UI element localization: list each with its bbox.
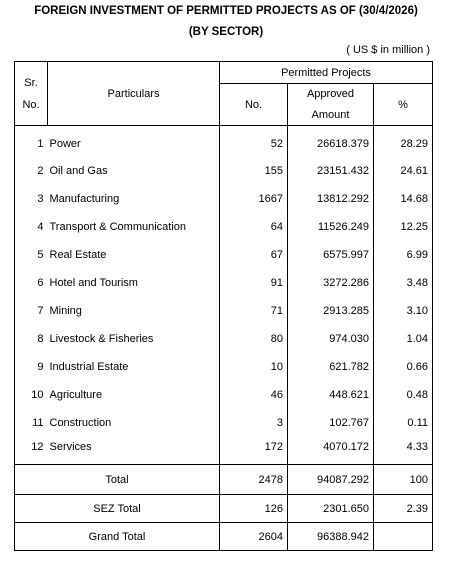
row-no: 52 bbox=[220, 126, 288, 157]
report-subtitle: (BY SECTOR) bbox=[188, 26, 264, 38]
table-row bbox=[15, 353, 433, 381]
total-row-no: 2478 bbox=[220, 465, 288, 495]
table-row bbox=[15, 185, 433, 213]
row-particulars: Construction bbox=[48, 409, 220, 437]
row-pct: 12.25 bbox=[374, 213, 433, 241]
grand-total-row-label: Grand Total bbox=[15, 523, 220, 551]
row-sr-no: 9 bbox=[15, 353, 48, 381]
total-row bbox=[15, 465, 433, 495]
permitted-projects-header: Permitted Projects bbox=[220, 62, 433, 84]
table-row bbox=[15, 269, 433, 297]
grand-total-row bbox=[15, 523, 433, 551]
row-pct: 28.29 bbox=[374, 126, 433, 157]
row-particulars: Manufacturing bbox=[48, 185, 220, 213]
row-amount: 4070.172 bbox=[288, 437, 374, 465]
row-particulars: Real Estate bbox=[48, 241, 220, 269]
table-row bbox=[15, 325, 433, 353]
row-amount: 26618.379 bbox=[288, 126, 374, 157]
table-row bbox=[15, 409, 433, 437]
row-no: 3 bbox=[220, 409, 288, 437]
row-particulars: Services bbox=[48, 437, 220, 465]
row-sr-no: 5 bbox=[15, 241, 48, 269]
grand-total-row-amount: 96388.942 bbox=[288, 523, 374, 551]
row-amount: 23151.432 bbox=[288, 157, 374, 185]
row-no: 10 bbox=[220, 353, 288, 381]
row-no: 46 bbox=[220, 381, 288, 409]
row-particulars: Industrial Estate bbox=[48, 353, 220, 381]
row-particulars: Livestock & Fisheries bbox=[48, 325, 220, 353]
row-particulars: Mining bbox=[48, 297, 220, 325]
row-pct: 14.68 bbox=[374, 185, 433, 213]
row-sr-no: 7 bbox=[15, 297, 48, 325]
row-amount: 102.767 bbox=[288, 409, 374, 437]
table-row bbox=[15, 297, 433, 325]
row-no: 71 bbox=[220, 297, 288, 325]
row-sr-no: 4 bbox=[15, 213, 48, 241]
row-pct: 3.10 bbox=[374, 297, 433, 325]
row-sr-no: 3 bbox=[15, 185, 48, 213]
row-pct: 0.66 bbox=[374, 353, 433, 381]
row-no: 1667 bbox=[220, 185, 288, 213]
sr-no-header bbox=[15, 62, 48, 126]
table-row bbox=[15, 126, 433, 157]
row-no: 172 bbox=[220, 437, 288, 465]
row-sr-no: 2 bbox=[15, 157, 48, 185]
sez-total-row-label: SEZ Total bbox=[15, 495, 220, 523]
row-pct: 0.11 bbox=[374, 409, 433, 437]
row-no: 80 bbox=[220, 325, 288, 353]
row-particulars: Power bbox=[48, 126, 220, 157]
row-no: 155 bbox=[220, 157, 288, 185]
row-amount: 13812.292 bbox=[288, 185, 374, 213]
no-header: No. bbox=[220, 84, 288, 126]
total-row-label: Total bbox=[15, 465, 220, 495]
row-sr-no: 8 bbox=[15, 325, 48, 353]
sez-total-row-pct: 2.39 bbox=[374, 495, 433, 523]
table-row bbox=[15, 157, 433, 185]
row-no: 91 bbox=[220, 269, 288, 297]
row-sr-no: 10 bbox=[15, 381, 48, 409]
row-pct: 24.61 bbox=[374, 157, 433, 185]
row-particulars: Transport & Communication bbox=[48, 213, 220, 241]
row-amount: 11526.249 bbox=[288, 213, 374, 241]
total-row-pct: 100 bbox=[374, 465, 433, 495]
row-amount: 6575.997 bbox=[288, 241, 374, 269]
row-amount: 2913.285 bbox=[288, 297, 374, 325]
row-sr-no: 1 bbox=[15, 126, 48, 157]
row-pct: 0.48 bbox=[374, 381, 433, 409]
row-no: 67 bbox=[220, 241, 288, 269]
row-particulars: Agriculture bbox=[48, 381, 220, 409]
row-pct: 4.33 bbox=[374, 437, 433, 465]
table-row bbox=[15, 437, 433, 465]
row-amount: 621.782 bbox=[288, 353, 374, 381]
row-particulars: Hotel and Tourism bbox=[48, 269, 220, 297]
row-no: 64 bbox=[220, 213, 288, 241]
sez-total-row bbox=[15, 495, 433, 523]
row-pct: 1.04 bbox=[374, 325, 433, 353]
sez-total-row-amount: 2301.650 bbox=[288, 495, 374, 523]
grand-total-row-no: 2604 bbox=[220, 523, 288, 551]
table-row bbox=[15, 213, 433, 241]
particulars-header: Particulars bbox=[48, 62, 220, 126]
row-pct: 3.48 bbox=[374, 269, 433, 297]
grand-total-row-pct bbox=[374, 523, 433, 551]
approved-header-line2: Amount bbox=[288, 105, 374, 126]
report-title: FOREIGN INVESTMENT OF PERMITTED PROJECTS AS OF (30/4/2026) bbox=[34, 5, 418, 17]
sr-header-line1: Sr. bbox=[24, 76, 38, 89]
pct-header: % bbox=[374, 84, 433, 126]
row-sr-no: 11 bbox=[15, 409, 48, 437]
row-particulars: Oil and Gas bbox=[48, 157, 220, 185]
approved-header-line1: Approved bbox=[288, 84, 374, 105]
row-sr-no: 12 bbox=[15, 437, 48, 465]
row-pct: 6.99 bbox=[374, 241, 433, 269]
investment-table bbox=[14, 61, 433, 551]
row-amount: 974.030 bbox=[288, 325, 374, 353]
table-row bbox=[15, 381, 433, 409]
sez-total-row-no: 126 bbox=[220, 495, 288, 523]
row-amount: 448.621 bbox=[288, 381, 374, 409]
row-sr-no: 6 bbox=[15, 269, 48, 297]
total-row-amount: 94087.292 bbox=[288, 465, 374, 495]
unit-note: ( US $ in million ) bbox=[346, 44, 430, 56]
row-amount: 3272.286 bbox=[288, 269, 374, 297]
sr-header-line2: No. bbox=[22, 98, 40, 111]
table-row bbox=[15, 241, 433, 269]
